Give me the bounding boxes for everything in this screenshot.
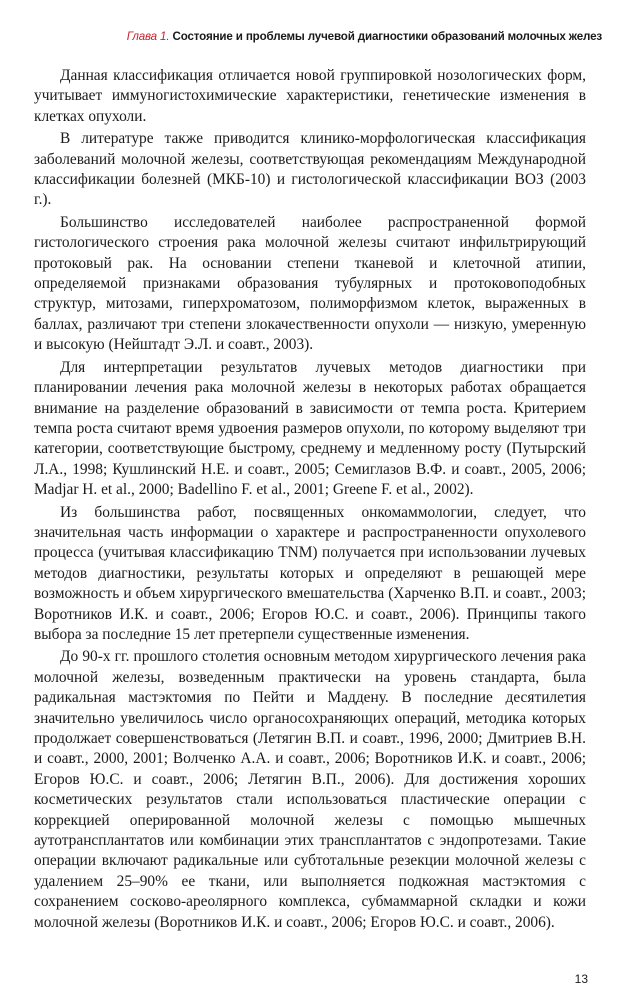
body-text [34,66,586,933]
page-number: 13 [574,972,588,986]
paragraph: Из большинства работ, посвященных онкомаммологии, следует, что значительная часть информации о характере и распространенности опухолевого процесса (учитывая классификацию TNM) получается при использовании лучевых методов диагностики, результаты которых и определяют в решающей мере возможность и объем хирургического вмешательства (Харченко В.П. и соавт., 2003; Воротников И.К. и соавт., 2006; Егоров Ю.С. и соавт., 2006). Принципы такого выбора за последние 15 лет претерпели существенные изменения. [34,503,586,643]
paragraph: До 90-х гг. прошлого столетия основным методом хирургического лечения рака молочной железы, возведенным практически на уровень стандарта, была радикальная мастэктомия по Пейти и Маддену. В последние десятилетия значительно увеличилось число органосохраняющих операций, методика которых продолжает совершенствоваться (Летягин В.П. и соавт., 1996, 2000; Дмитриев В.Н. и соавт., 2000, 2001; Волченко А.А. и соавт., 2006; Воротников И.К. и соавт., 2006; Егоров Ю.С. и соавт., 2006; Летягин В.П., 2006). Для достижения хороших косметических результатов стали использоваться пластические операции с коррекцией оперированной молочной железы с помощью мышечных аутотрансплантатов или комбинации этих трансплантатов с эндопротезами. Такие операции включают радикальные или субтотальные резекции молочной железы с удалением 25–90% ее ткани, или выполняется подкожная мастэктомия с сохранением сосково-ареолярного комплекса, субмаммарной складки и кожи молочной железы (Воротников И.К. и соавт., 2006; Егоров Ю.С. и соавт., 2006). [34,648,586,931]
paragraph: В литературе также приводится клинико-морфологическая классификация заболеваний молочной железы, соответствующая рекомендациям Международной классификации болезней (МКБ-10) и гистологической классификации ВОЗ (2003 г.). [34,130,586,209]
chapter-label: Глава 1. [126,30,170,43]
paragraph: Данная классификация отличается новой группировкой нозологических форм, учитывает иммуногистохимические характеристики, генетические изменения в клетках опухоли. [34,67,586,125]
chapter-title: Состояние и проблемы лучевой диагностики образований молочных желез [172,30,602,43]
running-header [40,30,602,43]
paragraph: Для интерпретации результатов лучевых методов диагностики при планировании лечения рака молочной железы в некоторых работах обращается внимание на разделение образований в зависимости от темпа роста. Критерием темпа роста считают время удвоения размеров опухоли, по которому выделяют три категории, соответствующие быстрому, среднему и медленному росту (Путырский Л.А., 1998; Кушлинский Н.Е. и соавт., 2005; Семиглазов В.Ф. и соавт., 2005, 2006; Madjar H. et al., 2000; Badellino F. et al., 2001; Greene F. et al., 2002). [34,358,586,499]
paragraph: Большинство исследователей наиболее распространенной формой гистологического строения рака молочной железы считают инфильтрирующий протоковый рак. На основании степени тканевой и клеточной атипии, определяемой признаками образования тубулярных и протоковоподобных структур, митозами, гиперхроматозом, полиморфизмом клеток, выраженных в баллах, различают три степени злокачественности опухоли — низкую, умеренную и высокую (Нейштадт Э.Л. и соавт., 2003). [34,213,586,354]
